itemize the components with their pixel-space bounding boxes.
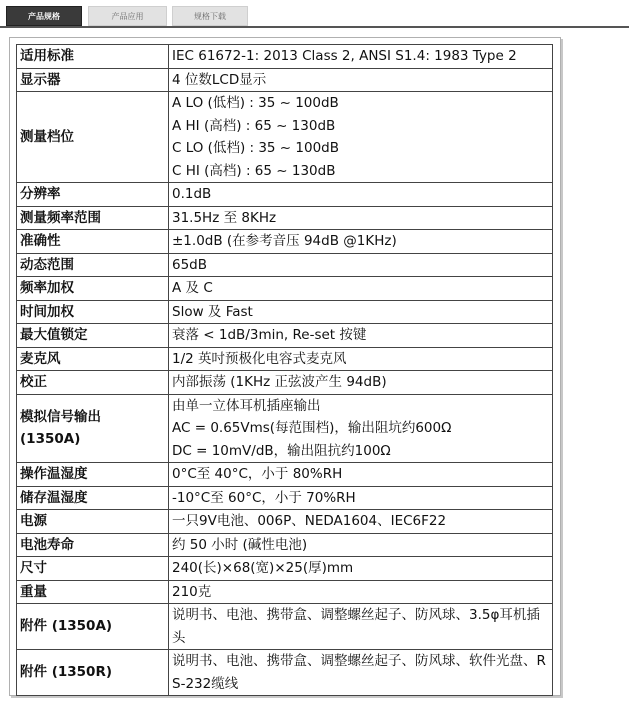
spec-label: 显示器 xyxy=(17,68,169,92)
spec-value-line: 1/2 英吋预极化电容式麦克风 xyxy=(172,350,347,367)
spec-value-line: 内部振荡 (1KHz 正弦波产生 94dB) xyxy=(172,374,387,390)
spec-value-line: ±1.0dB (在参考音压 94dB @1KHz) xyxy=(172,233,397,249)
spec-value xyxy=(169,486,553,510)
spec-value xyxy=(169,510,553,534)
spec-value-line: C HI (高档) : 65 ~ 130dB xyxy=(172,162,336,179)
spec-value-line: Slow 及 Fast xyxy=(172,303,253,320)
spec-value-line: -10°C至 60°C，小于 70%RH xyxy=(172,489,356,506)
spec-value-line: 0°C至 40°C，小于 80%RH xyxy=(172,466,343,482)
spec-panel xyxy=(9,37,561,696)
spec-row-standard xyxy=(17,45,553,69)
spec-value-line: AC = 0.65Vms(每范围档)，输出阻坑约600Ω xyxy=(172,420,452,436)
spec-row-analog-output xyxy=(17,394,553,463)
spec-value xyxy=(169,324,553,348)
tab-spec-download[interactable]: 规格下载 xyxy=(172,6,248,26)
spec-value-text: 说明书、电池、携带盒、调整螺丝起子、防风球、3.5φ耳机插头 xyxy=(172,607,540,646)
spec-label: 电池寿命 xyxy=(17,533,169,557)
spec-value-line: C LO (低档) : 35 ~ 100dB xyxy=(172,140,340,156)
spec-value-line: A HI (高档) : 65 ~ 130dB xyxy=(172,117,336,134)
spec-row-calibration xyxy=(17,371,553,395)
spec-label: 附件 (1350R) xyxy=(17,650,169,696)
spec-label: 电源 xyxy=(17,510,169,534)
spec-label: 测量档位 xyxy=(17,92,169,183)
spec-row-microphone xyxy=(17,347,553,371)
spec-value-text: 说明书、电池、携带盒、调整螺丝起子、防风球、软件光盘、RS-232缆线 xyxy=(172,653,546,692)
spec-row-weight xyxy=(17,580,553,604)
spec-value xyxy=(169,277,553,301)
spec-value-line: 65dB xyxy=(172,256,208,273)
spec-value-line: 4 位数LCD显示 xyxy=(172,71,267,88)
spec-value xyxy=(169,68,553,92)
spec-value xyxy=(169,92,553,183)
spec-label: 储存温湿度 xyxy=(17,486,169,510)
spec-value-line: 由单一立体耳机插座输出 xyxy=(172,397,321,414)
tab-bar xyxy=(0,0,629,30)
spec-value xyxy=(169,230,553,254)
spec-row-dimensions xyxy=(17,557,553,581)
spec-row-storage-conditions xyxy=(17,486,553,510)
spec-value-line: DC = 10mV/dB，输出阻抗约100Ω xyxy=(172,442,391,459)
spec-value xyxy=(169,463,553,487)
spec-row-accuracy xyxy=(17,230,553,254)
spec-value xyxy=(169,557,553,581)
spec-row-display xyxy=(17,68,553,92)
spec-table xyxy=(16,44,553,696)
spec-row-range xyxy=(17,92,553,183)
spec-row-time-weighting xyxy=(17,300,553,324)
spec-row-operating-conditions xyxy=(17,463,553,487)
spec-row-accessories-1350a xyxy=(17,604,553,650)
spec-value xyxy=(169,253,553,277)
spec-value xyxy=(169,371,553,395)
spec-label: 操作温湿度 xyxy=(17,463,169,487)
spec-value xyxy=(169,206,553,230)
tab-bar-underline xyxy=(0,26,629,28)
spec-label: 模拟信号输出 (1350A) xyxy=(17,394,169,463)
spec-label: 测量频率范围 xyxy=(17,206,169,230)
tab-product-specs[interactable]: 产品规格 xyxy=(6,6,82,26)
spec-value-line: IEC 61672-1: 2013 Class 2, ANSI S1.4: 1983 Type 2 xyxy=(172,48,517,64)
spec-value xyxy=(169,183,553,207)
spec-value-line: 0.1dB xyxy=(172,186,212,202)
spec-value xyxy=(169,604,553,650)
spec-label: 校正 xyxy=(17,371,169,395)
spec-label: 分辨率 xyxy=(17,183,169,207)
spec-value-line: A LO (低档) : 35 ~ 100dB xyxy=(172,95,339,111)
spec-value xyxy=(169,347,553,371)
spec-label: 准确性 xyxy=(17,230,169,254)
spec-value-line: 衰落 < 1dB/3min, Re-set 按键 xyxy=(172,327,367,343)
spec-row-frequency-weighting xyxy=(17,277,553,301)
spec-value-line: 31.5Hz 至 8KHz xyxy=(172,209,277,226)
spec-label: 最大值锁定 xyxy=(17,324,169,348)
spec-value-line: 210克 xyxy=(172,583,212,600)
spec-value xyxy=(169,580,553,604)
tab-product-applications[interactable]: 产品应用 xyxy=(88,6,167,26)
spec-label: 附件 (1350A) xyxy=(17,604,169,650)
spec-value xyxy=(169,650,553,696)
spec-label: 麦克风 xyxy=(17,347,169,371)
spec-value-line: A 及 C xyxy=(172,280,213,296)
spec-value-line: 240(长)×68(宽)×25(厚)mm xyxy=(172,560,354,576)
spec-row-resolution xyxy=(17,183,553,207)
spec-value xyxy=(169,394,553,463)
spec-label: 时间加权 xyxy=(17,300,169,324)
spec-value xyxy=(169,300,553,324)
spec-label: 动态范围 xyxy=(17,253,169,277)
spec-row-power xyxy=(17,510,553,534)
spec-label: 频率加权 xyxy=(17,277,169,301)
spec-row-dynamic-range xyxy=(17,253,553,277)
spec-value-line: 约 50 小时 (碱性电池) xyxy=(172,536,308,553)
spec-label: 重量 xyxy=(17,580,169,604)
spec-label: 适用标准 xyxy=(17,45,169,69)
spec-value-line: 一只9V电池、006P、NEDA1604、IEC6F22 xyxy=(172,513,447,529)
spec-value xyxy=(169,533,553,557)
spec-row-frequency-range xyxy=(17,206,553,230)
spec-value xyxy=(169,45,553,69)
spec-row-max-hold xyxy=(17,324,553,348)
spec-row-accessories-1350r xyxy=(17,650,553,696)
spec-label: 尺寸 xyxy=(17,557,169,581)
spec-row-battery-life xyxy=(17,533,553,557)
